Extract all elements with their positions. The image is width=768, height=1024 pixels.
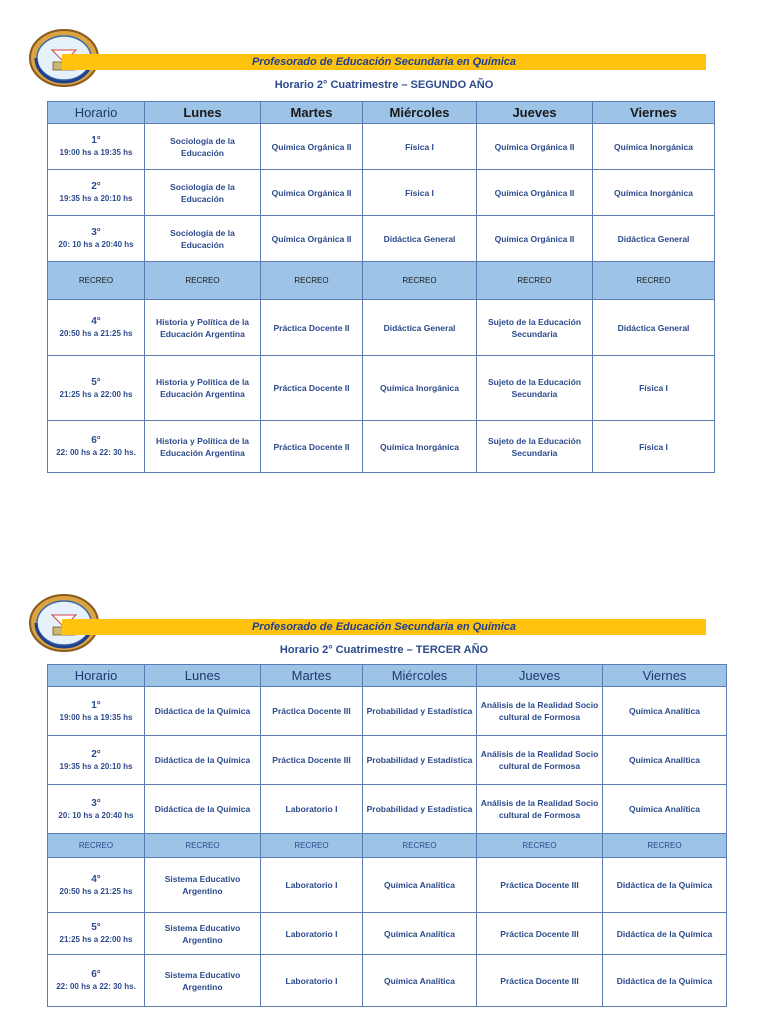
recreo-cell: RECREO: [145, 834, 261, 858]
subject-cell: Análisis de la Realidad Socio cultural de Formosa: [477, 687, 603, 736]
subject-cell: Química Inorgánica: [593, 170, 715, 216]
hour-number: 4°: [91, 873, 101, 885]
table-row: [48, 356, 715, 421]
hour-range: 20: 10 hs a 20:40 hs: [58, 810, 134, 820]
subject-cell: Historia y Política de la Educación Argentina: [145, 421, 261, 473]
subject-cell: Química Inorgánica: [593, 124, 715, 170]
subject-cell: Sujeto de la Educación Secundaria: [477, 421, 593, 473]
recreo-cell: RECREO: [593, 262, 715, 300]
recreo-row: [48, 834, 727, 858]
header-row: [48, 665, 727, 687]
hour-number: 3°: [91, 227, 101, 238]
subject-cell: Didáctica de la Química: [603, 858, 727, 913]
recreo-row: [48, 262, 715, 300]
recreo-cell: RECREO: [145, 262, 261, 300]
subject-cell: Sistema Educativo Argentino: [145, 955, 261, 1007]
hour-range: 20:50 hs a 21:25 hs: [59, 329, 133, 338]
subject-cell: Historia y Política de la Educación Argentina: [145, 356, 261, 421]
header-day: Jueves: [477, 102, 593, 124]
hour-cell: [48, 421, 145, 473]
subject-cell: Práctica Docente III: [477, 913, 603, 955]
subject-cell: Probabilidad y Estadística: [363, 736, 477, 785]
table-row: [48, 421, 715, 473]
schedule-table: [47, 101, 715, 473]
recreo-cell: RECREO: [48, 262, 145, 300]
schedule-title: Horario 2° Cuatrimestre – TERCER AÑO: [279, 644, 489, 656]
schedule-title: Horario 2° Cuatrimestre – SEGUNDO AÑO: [274, 79, 494, 91]
subject-cell: Química Analítica: [603, 736, 727, 785]
institution-banner: Profesorado de Educación Secundaria en Química: [62, 619, 706, 635]
table-row: [48, 124, 715, 170]
hour-range: 21:25 hs a 22:00 hs: [59, 935, 133, 944]
hour-number: 3°: [91, 797, 101, 809]
subject-cell: Sujeto de la Educación Secundaria: [477, 356, 593, 421]
hour-cell: [48, 736, 145, 785]
hour-cell: [48, 216, 145, 262]
header-row: [48, 102, 715, 124]
subject-cell: Sujeto de la Educación Secundaria: [477, 300, 593, 356]
recreo-cell: RECREO: [261, 834, 363, 858]
subject-cell: Sociología de la Educación: [145, 216, 261, 262]
subject-cell: Práctica Docente III: [261, 687, 363, 736]
hour-range: 19:35 hs a 20:10 hs: [59, 194, 133, 203]
hour-number: 6°: [91, 969, 101, 980]
header-day: Lunes: [145, 102, 261, 124]
hour-number: 2°: [91, 181, 101, 192]
hour-cell: [48, 356, 145, 421]
subject-cell: Probabilidad y Estadística: [363, 785, 477, 834]
subject-cell: Física I: [363, 124, 477, 170]
hour-number: 4°: [91, 316, 101, 327]
recreo-cell: RECREO: [477, 262, 593, 300]
subject-cell: Práctica Docente III: [261, 736, 363, 785]
recreo-cell: RECREO: [603, 834, 727, 858]
table-row: [48, 785, 727, 834]
subject-cell: Didáctica General: [363, 300, 477, 356]
subject-cell: Práctica Docente III: [477, 858, 603, 913]
subject-cell: Didáctica de la Química: [145, 785, 261, 834]
subject-cell: Química Analítica: [603, 785, 727, 834]
header-day: Martes: [261, 665, 363, 687]
subject-cell: Probabilidad y Estadística: [363, 687, 477, 736]
subject-cell: Práctica Docente III: [477, 955, 603, 1007]
hour-number: 2°: [91, 748, 101, 760]
recreo-cell: RECREO: [48, 834, 145, 858]
hour-cell: [48, 124, 145, 170]
hour-number: 5°: [91, 376, 101, 388]
hour-cell: [48, 785, 145, 834]
recreo-cell: RECREO: [363, 262, 477, 300]
subject-cell: Laboratorio I: [261, 913, 363, 955]
table-row: [48, 300, 715, 356]
subject-cell: Química Orgánica II: [477, 170, 593, 216]
subject-cell: Sistema Educativo Argentino: [145, 858, 261, 913]
table-row: [48, 955, 727, 1007]
subject-cell: Química Orgánica II: [477, 124, 593, 170]
table-row: [48, 216, 715, 262]
subject-cell: Sociología de la Educación: [145, 124, 261, 170]
recreo-cell: RECREO: [261, 262, 363, 300]
hour-range: 20: 10 hs a 20:40 hs: [58, 240, 134, 249]
hour-range: 19:00 hs a 19:35 hs: [59, 712, 133, 722]
subject-cell: Laboratorio I: [261, 785, 363, 834]
subject-cell: Química Analítica: [363, 913, 477, 955]
subject-cell: Análisis de la Realidad Socio cultural de Formosa: [477, 736, 603, 785]
subject-cell: Física I: [593, 356, 715, 421]
hour-cell: [48, 955, 145, 1007]
table-row: [48, 736, 727, 785]
hour-range: 20:50 hs a 21:25 hs: [59, 886, 133, 896]
subject-cell: Química Orgánica II: [261, 170, 363, 216]
subject-cell: Sistema Educativo Argentino: [145, 913, 261, 955]
table-row: [48, 687, 727, 736]
hour-range: 19:00 hs a 19:35 hs: [59, 148, 133, 157]
table-row: [48, 170, 715, 216]
subject-cell: Química Analítica: [363, 955, 477, 1007]
header-day: Miércoles: [363, 665, 477, 687]
subject-cell: Práctica Docente II: [261, 356, 363, 421]
subject-cell: Química Orgánica II: [477, 216, 593, 262]
subject-cell: Física I: [363, 170, 477, 216]
subject-cell: Didáctica General: [593, 216, 715, 262]
header-day: Miércoles: [363, 102, 477, 124]
subject-cell: Didáctica de la Química: [603, 913, 727, 955]
table-row: [48, 858, 727, 913]
subject-cell: Laboratorio I: [261, 858, 363, 913]
hour-cell: [48, 687, 145, 736]
subject-cell: Química Orgánica II: [261, 124, 363, 170]
subject-cell: Historia y Política de la Educación Argentina: [145, 300, 261, 356]
header-day: Lunes: [145, 665, 261, 687]
header-horario: Horario: [48, 102, 145, 124]
table-row: [48, 913, 727, 955]
header-day: Viernes: [593, 102, 715, 124]
subject-cell: Didáctica de la Química: [145, 687, 261, 736]
subject-cell: Práctica Docente II: [261, 421, 363, 473]
hour-number: 5°: [91, 922, 101, 933]
schedule-table: [47, 664, 727, 1007]
subject-cell: Didáctica de la Química: [603, 955, 727, 1007]
header-day: Martes: [261, 102, 363, 124]
hour-range: 21:25 hs a 22:00 hs: [59, 389, 133, 399]
header-horario: Horario: [48, 665, 145, 687]
institution-banner: Profesorado de Educación Secundaria en Química: [62, 54, 706, 70]
header-day: Jueves: [477, 665, 603, 687]
hour-range: 22: 00 hs a 22: 30 hs.: [56, 448, 136, 457]
header-day: Viernes: [603, 665, 727, 687]
hour-cell: [48, 300, 145, 356]
hour-number: 1°: [91, 135, 101, 146]
subject-cell: Laboratorio I: [261, 955, 363, 1007]
subject-cell: Didáctica General: [593, 300, 715, 356]
hour-number: 1°: [91, 699, 101, 711]
subject-cell: Sociología de la Educación: [145, 170, 261, 216]
recreo-cell: RECREO: [363, 834, 477, 858]
hour-cell: [48, 913, 145, 955]
subject-cell: Química Inorgánica: [363, 356, 477, 421]
hour-number: 6°: [91, 435, 101, 446]
recreo-cell: RECREO: [477, 834, 603, 858]
subject-cell: Química Orgánica II: [261, 216, 363, 262]
subject-cell: Análisis de la Realidad Socio cultural de Formosa: [477, 785, 603, 834]
hour-cell: [48, 858, 145, 913]
hour-range: 22: 00 hs a 22: 30 hs.: [56, 982, 136, 991]
hour-range: 19:35 hs a 20:10 hs: [59, 761, 133, 771]
subject-cell: Química Analítica: [603, 687, 727, 736]
subject-cell: Química Analítica: [363, 858, 477, 913]
subject-cell: Práctica Docente II: [261, 300, 363, 356]
hour-cell: [48, 170, 145, 216]
subject-cell: Física I: [593, 421, 715, 473]
subject-cell: Didáctica de la Química: [145, 736, 261, 785]
subject-cell: Química Inorgánica: [363, 421, 477, 473]
subject-cell: Didáctica General: [363, 216, 477, 262]
